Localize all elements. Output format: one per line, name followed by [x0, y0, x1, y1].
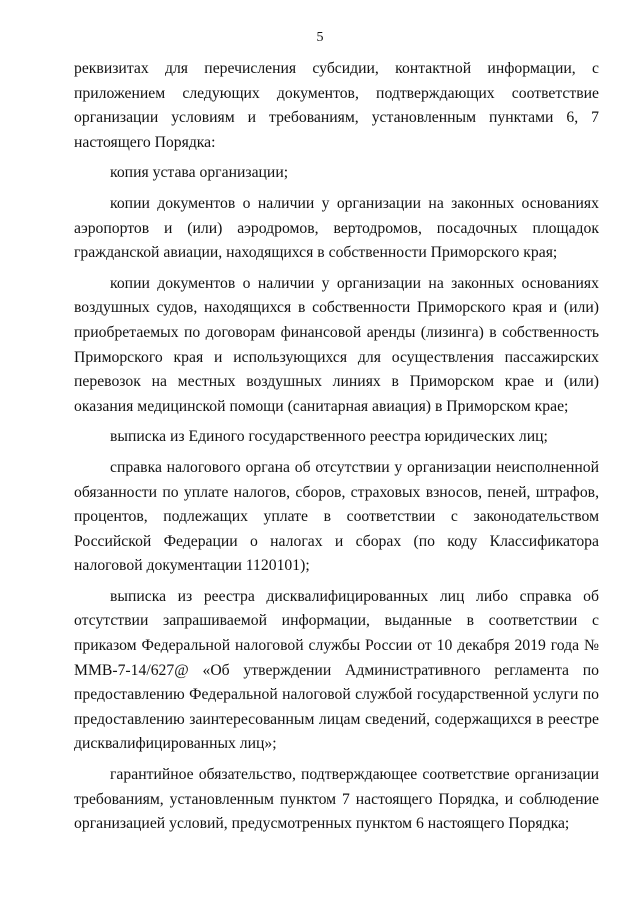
- page-number: 5: [316, 30, 324, 45]
- paragraph-egrul-extract: выписка из Единого государственного реестра юридических лиц;: [110, 428, 548, 446]
- document-body: [74, 57, 599, 843]
- paragraph-aircraft-documents: копии документов о наличии у организации на законных основаниях воздушных судов, находящихся в собственности Приморского края и (или) приобретаемых по договорам финансовой аренды (лизинга) в собственность Приморского края и использующихся для осуществления пассажирских перевозок на местных воздушных линиях в Приморском крае и (или) оказания медицинской помощи (санитарная авиация) в Приморском крае;: [74, 274, 599, 415]
- paragraph-charter-copy: копия устава организации;: [110, 164, 289, 182]
- paragraph-tax-certificate: справка налогового органа об отсутствии у организации неисполненной обязанности по уплате налогов, сборов, страховых взносов, пеней, штрафов, процентов, подлежащих уплате в соответствии с законодательством Российской Федерации о налогах и сборах (по коду Классификатора налоговой документации 1120101);: [74, 458, 599, 575]
- paragraph-guarantee-obligation: гарантийное обязательство, подтверждающее соответствие организации требованиям, установленным пунктом 7 настоящего Порядка, и соблюдение организацией условий, предусмотренных пунктом 6 настоящего Порядка;: [74, 766, 599, 833]
- paragraph-airports-documents: копии документов о наличии у организации на законных основаниях аэропортов и (или) аэродромов, вертодромов, посадочных площадок гражданской авиации, находящихся в собственности Приморского края;: [74, 194, 599, 262]
- paragraph-requisites-continuation: реквизитах для перечисления субсидии, контактной информации, с приложением следующих документов, подтверждающих соответствие организации условиям и требованиям, установленным пунктами 6, 7 настоящего Порядка:: [74, 60, 599, 151]
- paragraph-disqualified-registry-extract: выписка из реестра дисквалифицированных лиц либо справка об отсутствии запрашиваемой информации, выданные в соответствии с приказом Федеральной налоговой службы России от 10 декабря 2019 года № ММВ-7-14/627@ «Об утверждении Административного регламента по предоставлению Федеральной налоговой службой государственной услуги по предоставлению заинтересованным лицам сведений, содержащихся в реестре дисквалифицированных лиц»;: [74, 587, 599, 753]
